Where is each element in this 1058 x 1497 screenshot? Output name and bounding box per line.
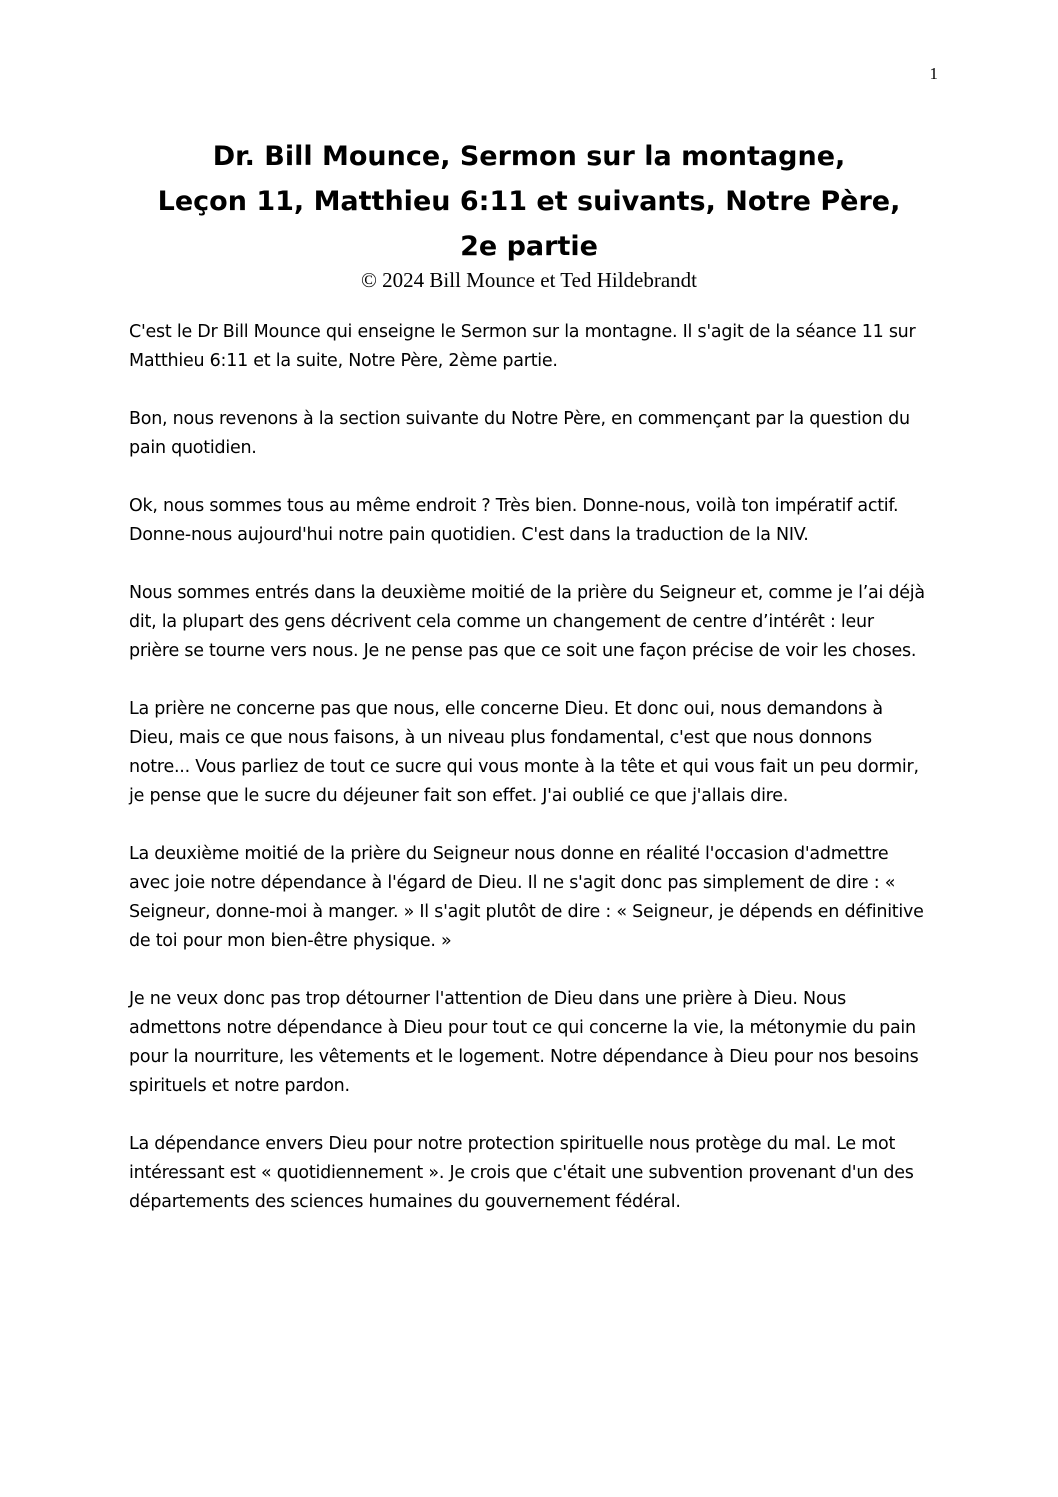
copyright-line: © 2024 Bill Mounce et Ted Hildebrandt: [360, 268, 698, 292]
paragraph: Nous sommes entrés dans la deuxième moitié de la prière du Seigneur et, comme je l’ai déjà dit, la plupart des gens décrivent cela comme un changement de centre d’intérêt : leur prière se tourne vers nous. Je ne pense pas que ce soit une façon précise de voir les choses.: [129, 583, 925, 661]
paragraph: Bon, nous revenons à la section suivante du Notre Père, en commençant par la question du pain quotidien.: [129, 409, 910, 458]
page-title: [100, 134, 958, 269]
document-body: [129, 318, 929, 1246]
title-line: Dr. Bill Mounce, Sermon sur la montagne,: [212, 141, 846, 172]
paragraph: La dépendance envers Dieu pour notre protection spirituelle nous protège du mal. Le mot intéressant est « quotidiennement ». Je crois que c'était une subvention provenant d'un des départements des sciences humaines du gouvernement fédéral.: [129, 1134, 914, 1212]
paragraph: La prière ne concerne pas que nous, elle concerne Dieu. Et donc oui, nous demandons à Dieu, mais ce que nous faisons, à un niveau plus fondamental, c'est que nous donnons notre... Vous parliez de tout ce sucre qui vous monte à la tête et qui vous fait un peu dormir, je pense que le sucre du déjeuner fait son effet. J'ai oublié ce que j'allais dire.: [129, 699, 919, 806]
title-line: 2e partie: [460, 231, 598, 262]
title-line: Leçon 11, Matthieu 6:11 et suivants, Notre Père,: [157, 186, 901, 217]
page-number: 1: [929, 64, 938, 83]
paragraph: Je ne veux donc pas trop détourner l'attention de Dieu dans une prière à Dieu. Nous admettons notre dépendance à Dieu pour tout ce qui concerne la vie, la métonymie du pain pour la nourriture, les vêtements et le logement. Notre dépendance à Dieu pour nos besoins spirituels et notre pardon.: [129, 989, 919, 1096]
paragraph: Ok, nous sommes tous au même endroit ? Très bien. Donne-nous, voilà ton impératif actif. Donne-nous aujourd'hui notre pain quotidien. C'est dans la traduction de la NIV.: [129, 496, 899, 545]
paragraph: La deuxième moitié de la prière du Seigneur nous donne en réalité l'occasion d'admettre avec joie notre dépendance à l'égard de Dieu. Il ne s'agit donc pas simplement de dire : « Seigneur, donne-moi à manger. » Il s'agit plutôt de dire : « Seigneur, je dépends en définitive de toi pour mon bien-être physique. »: [129, 844, 924, 951]
paragraph: C'est le Dr Bill Mounce qui enseigne le Sermon sur la montagne. Il s'agit de la séance 11 sur Matthieu 6:11 et la suite, Notre Père, 2ème partie.: [129, 322, 916, 371]
